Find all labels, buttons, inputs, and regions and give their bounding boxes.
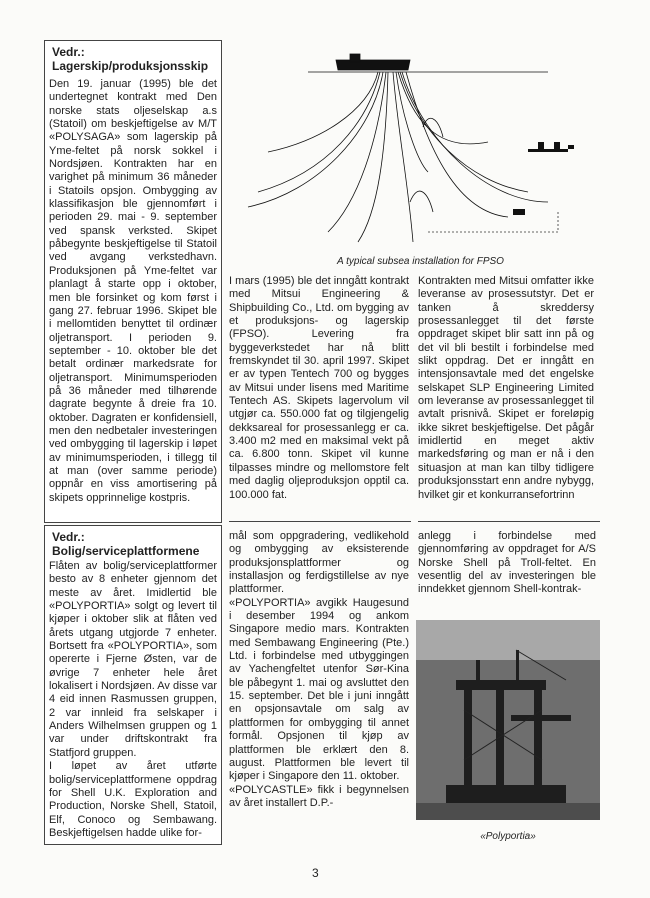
figure-caption: A typical subsea installation for FPSO (337, 256, 504, 267)
section2-col2b-paragraph: «POLYPORTIA» avgikk Haugesund i desember 1994 og ankom Singapore medio mars. Kontrakten med Sembawang Engineering (Pte.) Ltd. i forbindelse med utbyggingen av Yachengfeltet utenfor Sør-Kina ble påbegynt 1. mai og avsluttet den 15. september. Det ble i juni inngått en opsjonsavtale om salg av plattformen for ombygging til annet formål. Opsjonen til kjøp av plattformen ble erklært den 8. august. Plattformen ble levert til kjøper i Singapore den 11. oktober. (229, 596, 409, 783)
section2-col3-text (418, 530, 596, 597)
section1-col1-text (49, 78, 217, 505)
subsea-installation-figure (228, 42, 613, 252)
section2-col1-paragraph: Flåten av bolig/serviceplattformer besto av 8 enheter gjennom det meste av året. Imidlertid ble «POLYPORTIA» solgt og levert til kjøper i oktober slik at flåten ved årets utgang utgjorde 7 enheter. Bortsett fra «POLYPORTIA», som opererte i Fjerne Østen, var de øvrige 7 enheter hele året lokalisert i Nordsjøen. Av disse var 4 eid innen Rasmussen gruppen, 2 var innleid fra selskaper i Anders Wilhelmsen gruppen og 1 var under driftskontrakt fra Statfjord gruppen. (49, 560, 217, 759)
section2-col1b-paragraph: I løpet av året utførte bolig/serviceplattformene oppdrag for Shell U.K. Exploration and Production, Norske Shell, Statoil, Elf, Conoco og Sembawang. Beskjeftigelsen hadde ulike for- (49, 760, 217, 839)
section-divider-mid (229, 521, 411, 522)
section2-heading (48, 527, 226, 558)
platform-illustration (416, 620, 600, 820)
section2-col3-paragraph: anlegg i forbindelse med gjennomføring av oppdraget for A/S Norske Shell på Troll-feltet. En vesentlig del av investeringen ble inndekket gjennom Shell-kontrak- (418, 530, 596, 596)
section1-subheading: Lagerskip/produksjonsskip (52, 59, 209, 73)
section1-col2-paragraph: I mars (1995) ble det inngått kontrakt med Mitsui Engineering & Shipbuilding Co., Ltd. om bygging av et produksjons- og lagerskip (FPSO). Levering fra byggeverkstedet har nå blitt fremskyndet til 30. april 1997. Skipet er av typen Tentech 700 og bygges av Mitsui under lisens med Maritime Tentech AS. Skipets lagervolum vil utgjør ca. 550.000 fat og tilgjengelig dekksareal for prosessanlegg er ca. 3.400 m2 med en maksimal vekt på ca. 6.800 tonn. Skipet vil kunne tilpasses mindre og mellomstore felt med daglig oljeproduksjon opptil ca. 100.000 fat. (229, 275, 409, 501)
fpso-vessel (336, 60, 410, 70)
section2-heading-line1: Vedr.: (52, 530, 85, 544)
section1-col3-text (418, 275, 594, 502)
section-divider-right (418, 521, 600, 522)
section1-col2-text (229, 275, 409, 502)
section2-col2-paragraph: mål som oppgradering, vedlikehold og ombygging av eksisterende produksjonsplattformer og installasjon og ferdigstillelse av nye plattformer. (229, 530, 409, 596)
section2-col2c-paragraph: «POLYCASTLE» fikk i begynnelsen av året installert D.P.- (229, 783, 409, 809)
section1-heading-line1: Vedr.: (52, 45, 85, 59)
photo-caption: «Polyportia» (480, 831, 536, 842)
section1-paragraph: Den 19. januar (1995) ble det undertegnet kontrakt med Den norske stats oljeselskap a.s (Statoil) om beskjeftigelse av M/T «POLYSAGA» som lagerskip på Yme-feltet på norsk sokkel i Nordsjøen. Kontrakten har en varighet på minimum 36 måneder i Statoils opsjon. Ombygging av klassifikasjon ble gjennomført i perioden 29. mai - 9. september ved spansk verksted. Skipet påbegynte beskjeftigelse til Statoil ved avgang verkstedhavn. Produksjonen på Yme-feltet var planlagt å starte opp i oktober, men ble forsinket og kom først i gang 27. februar 1996. Skipet ble i mellomtiden benyttet til ordinær oljetransport. I perioden 9. september - 10. oktober ble det betalt ordinær markedsrate for oljetransport. Minimumsperioden på 36 måneder med tilhørende dagrate begynte å dreie fra 10. oktober. Dagraten er konfidensiell, men den nedbetaler investeringen ved ombygging til lagerskip i løpet av minimumsperioden, i tillegg til at man (over samme periode) oppnår en viss amortisering på skipets opprinnelige kostpris. (49, 78, 217, 504)
section1-col3-paragraph: Kontrakten med Mitsui omfatter ikke leveranse av prosessutstyr. Det er tanken å skreddersy prosessanlegget til det første oppdraget skipet blir satt inn på og det vil bli bestilt i forbindelse med slikt oppdrag. Det er inngått en intensjonsavtale med det engelske selskapet SLP Engineering Limited om leveranse av prosessanlegget til avtalt prisnivå. Skipet er foreløpig ikke sikret beskjeftigelse. Det pågår imidlertid en meget aktiv markedsføring og man er nå i den situasjon at man kan tilby tidligere produksjonsstart enn andre nybygg, hvilket gir et konkurransefortrinn (418, 275, 594, 501)
polyportia-photo (416, 620, 600, 820)
section2-col1-text (49, 560, 217, 840)
section2-col2-text (229, 530, 409, 810)
section1-heading (48, 42, 226, 73)
section2-subheading: Bolig/serviceplattformene (52, 544, 200, 558)
page-number: 3 (312, 866, 319, 880)
